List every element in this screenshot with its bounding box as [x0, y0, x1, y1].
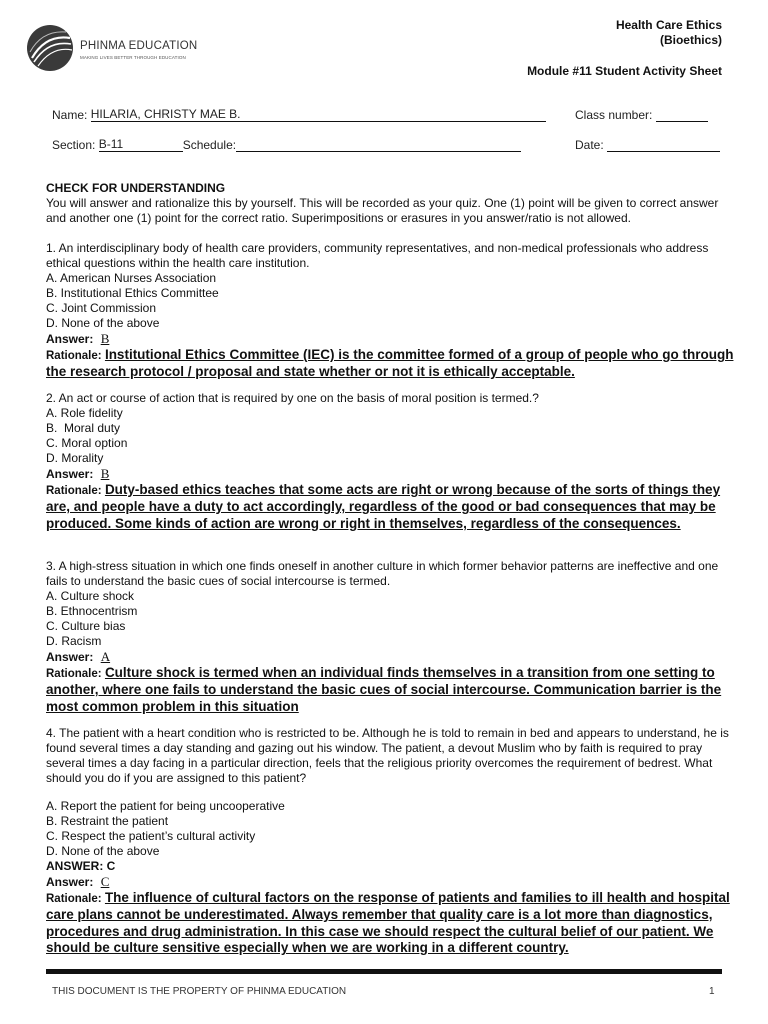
- rationale-line: [46, 665, 736, 715]
- answer-line: [46, 331, 736, 347]
- section-value: B-11: [98, 137, 124, 151]
- instructions: You will answer and rationalize this by yourself. This will be recorded as your quiz. One (1) point will be given to correct answer and another one (1) point for the correct ratio. Superimpositions or erasures in you answer/ratio is not allowed.: [46, 196, 719, 225]
- answer-value: B: [100, 466, 110, 481]
- answer-label: Answer:: [46, 467, 94, 481]
- section-field: [52, 137, 521, 152]
- option: B. Moral duty: [46, 421, 121, 435]
- course-subtitle: (Bioethics): [659, 33, 722, 47]
- question-stem: 3. A high-stress situation in which one finds oneself in another culture in which former behavior patterns are ineffective and one fails to understand the basic cues of social intercourse is termed.: [46, 559, 719, 588]
- option: D. Morality: [46, 451, 104, 465]
- section-label: Section:: [52, 138, 96, 152]
- answer-label: Answer:: [46, 332, 94, 346]
- name-line[interactable]: [91, 107, 546, 122]
- answer-line: [46, 874, 736, 890]
- option: C. Culture bias: [46, 619, 126, 633]
- rationale-label: Rationale:: [46, 893, 102, 905]
- option: D. Racism: [46, 634, 102, 648]
- rationale-text: Culture shock is termed when an individual finds themselves in a transition from one setting to another, where one fails to understand the basic cues of social intercourse. Communication barrier is the most common problem in this situation: [46, 665, 722, 714]
- answer-line: [46, 649, 736, 665]
- option: A. American Nurses Association: [46, 271, 217, 285]
- instructions-block: [46, 181, 736, 226]
- section-line[interactable]: [99, 137, 183, 152]
- rationale-label: Rationale:: [46, 668, 102, 680]
- spacer: [46, 786, 736, 799]
- question-2: [46, 391, 736, 532]
- footer-text: THIS DOCUMENT IS THE PROPERTY OF PHINMA EDUCATION: [52, 986, 347, 997]
- rationale-line: [46, 347, 736, 381]
- page-number: 1: [709, 986, 715, 997]
- class-number-field: [575, 107, 708, 122]
- phinma-logo-icon: [26, 24, 74, 72]
- question-4: [46, 726, 736, 957]
- answer-value: B: [100, 331, 110, 346]
- question-stem: 2. An act or course of action that is required by one on the basis of moral position is termed.?: [46, 391, 539, 405]
- course-title: Health Care Ethics: [615, 18, 722, 32]
- rationale-line: [46, 482, 736, 532]
- answer-label: Answer:: [46, 875, 94, 889]
- rationale-label: Rationale:: [46, 350, 102, 362]
- question-stem: 4. The patient with a heart condition who is restricted to be. Although he is told to remain in bed and appears to understand, he is found several times a day standing and gazing out his window. The patient, a devout Muslim who by faith is required to pray several times a day facing in a particular direction, feels that the religious priority overcomes the requirement of bedrest. What should you do if you are assigned to this patient?: [46, 726, 729, 785]
- date-line[interactable]: [607, 137, 720, 152]
- question-3: [46, 559, 736, 715]
- option: B. Restraint the patient: [46, 814, 169, 828]
- rationale-line: [46, 890, 736, 957]
- rationale-label: Rationale:: [46, 485, 102, 497]
- answer-value: C: [100, 874, 110, 889]
- rationale-text: The influence of cultural factors on the response of patients and families to ill health and hospital care plans cannot be underestimated. Always remember that quality care is a lot more than diagnostics, procedures and drug administration. In this case we should respect the cultural belief of our patient. We should be culture sensitive especially when we are working in a different country.: [46, 890, 730, 955]
- section-title: CHECK FOR UNDERSTANDING: [46, 181, 226, 195]
- option: D. None of the above: [46, 844, 160, 858]
- phinma-logo: [26, 24, 198, 80]
- date-label: Date:: [575, 138, 604, 152]
- rationale-text: Duty-based ethics teaches that some acts are right or wrong because of the sorts of things they are, and people have a duty to act accordingly, regardless of the good or bad consequences that may be produced. Some kinds of action are wrong or right in themselves, regardless of the consequences.: [46, 482, 721, 531]
- class-number-label: Class number:: [575, 108, 653, 122]
- option: A. Role fidelity: [46, 406, 123, 420]
- option: D. None of the above: [46, 316, 160, 330]
- question-1: [46, 241, 736, 381]
- rationale-text: Institutional Ethics Committee (IEC) is the committee formed of a group of people who go through the research protocol / proposal and state whether or not it is ethically acceptable.: [46, 347, 734, 379]
- schedule-label: Schedule:: [182, 138, 237, 152]
- answer-line: [46, 466, 736, 482]
- option: C. Respect the patient’s cultural activity: [46, 829, 256, 843]
- option: B. Ethnocentrism: [46, 604, 138, 618]
- option: B. Institutional Ethics Committee: [46, 286, 219, 300]
- option: A. Report the patient for being uncooperative: [46, 799, 285, 813]
- printed-answer: ANSWER: C: [46, 859, 116, 873]
- class-number-line[interactable]: [656, 107, 708, 122]
- name-label: Name:: [52, 108, 88, 122]
- option: A. Culture shock: [46, 589, 135, 603]
- schedule-line[interactable]: [236, 137, 521, 152]
- question-stem: 1. An interdisciplinary body of health care providers, community representatives, and non-medical professionals who address ethical questions within the health care institution.: [46, 241, 709, 270]
- date-field: [575, 137, 720, 152]
- name-field: [52, 107, 546, 122]
- answer-label: Answer:: [46, 650, 94, 664]
- logo-tagline: MAKING LIVES BETTER THROUGH EDUCATION: [80, 55, 186, 60]
- module-title: Module #11 Student Activity Sheet: [527, 64, 722, 78]
- logo-name: PHINMA EDUCATION: [80, 40, 198, 52]
- footer-divider: [46, 969, 722, 974]
- answer-value: A: [100, 649, 111, 664]
- name-value: HILARIA, CHRISTY MAE B.: [90, 107, 241, 121]
- option: C. Moral option: [46, 436, 128, 450]
- option: C. Joint Commission: [46, 301, 157, 315]
